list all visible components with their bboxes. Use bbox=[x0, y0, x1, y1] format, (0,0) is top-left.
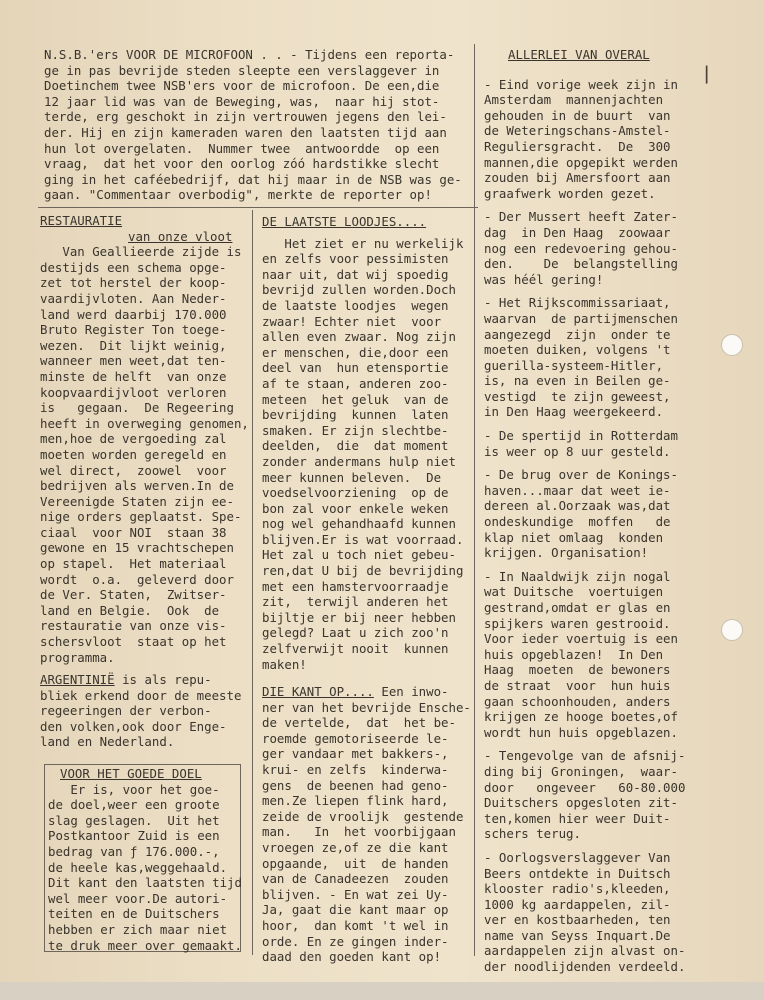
allerlei-item-line: ding bij Groningen, waar- bbox=[484, 763, 678, 779]
column-divider-left bbox=[252, 210, 253, 955]
restauratie-line: heeft in overweging genomen, bbox=[40, 415, 249, 431]
restauratie-line: zet tot herstel der koop- bbox=[40, 275, 227, 291]
restauratie-subtitle: van onze vloot bbox=[128, 228, 233, 244]
loodjes-line: er menschen, die,door een bbox=[262, 344, 449, 360]
allerlei-item-line: krijgen ze hooge boetes,of bbox=[484, 709, 678, 725]
allerlei-item-line: mannen,die opgepikt werden bbox=[484, 154, 678, 170]
kant-op-line: van de Canadeezen zouden bbox=[262, 871, 449, 887]
goede-doel-line: de doel,weer een groote bbox=[48, 797, 220, 813]
top-article-line: ge in pas bevrijde steden sleepte een verslaggever in bbox=[44, 62, 440, 78]
kant-op-line: krui- en zelfs kinderwa- bbox=[262, 761, 449, 777]
argentinie-line: land en Nederland. bbox=[40, 734, 175, 750]
allerlei-item-line: is weer op 8 uur gesteld. bbox=[484, 443, 671, 459]
kant-op-line: Ja, gaat die kant maar op bbox=[262, 902, 449, 918]
loodjes-line: en zelfs voor pessimisten bbox=[262, 251, 449, 267]
allerlei-item-line: wat Duitsche voertuigen bbox=[484, 584, 664, 600]
loodjes-line: nog wel gehandhaafd kunnen bbox=[262, 516, 456, 532]
argentinie-first-line: is als repu- bbox=[114, 672, 212, 687]
allerlei-item-line: der noodlijdenden verdeeld. bbox=[484, 959, 686, 975]
kant-op-line: blijven. - En wat zei Uy- bbox=[262, 886, 449, 902]
kant-op-line: vroegen ze,of ze die kant bbox=[262, 839, 449, 855]
restauratie-line: schersvloot staat op het bbox=[40, 634, 227, 650]
allerlei-item bbox=[484, 748, 714, 842]
allerlei-item-line: schers terug. bbox=[484, 826, 581, 842]
allerlei-item-line: den. De belangstelling bbox=[484, 256, 678, 272]
loodjes-line: meteen het geluk van de bbox=[262, 391, 449, 407]
top-article-line: terde, erg geschokt in zijn vertrouwen jegens den lei- bbox=[44, 109, 447, 125]
kant-op-line: men.Ze liepen flink hard, bbox=[262, 793, 449, 809]
argentinie-line: bliek erkend door de meeste bbox=[40, 687, 242, 703]
allerlei-item-line: dereen al.Oorzaak was,dat bbox=[484, 498, 671, 514]
restauratie-line: wel direct, zoowel voor bbox=[40, 462, 227, 478]
top-article-line: 12 jaar lid was van de Beweging, was, naar hij stot- bbox=[44, 93, 440, 109]
goede-doel-line: hebben er zich maar niet bbox=[48, 921, 228, 937]
allerlei-item-line: haven...maar dat weet ie- bbox=[484, 482, 671, 498]
allerlei-item-line: nog een redevoering gehou- bbox=[484, 240, 678, 256]
restauratie-line: land werd daarbij 170.000 bbox=[40, 306, 227, 322]
loodjes-line: maken! bbox=[262, 656, 307, 672]
loodjes-line: zelfverwijt nooit kunnen bbox=[262, 641, 449, 657]
loodjes-line: bevrijding kunnen laten bbox=[262, 407, 449, 423]
allerlei-item-line: gestrand,omdat er glas en bbox=[484, 600, 671, 615]
restauratie-line: Van Geallieerde zijde is bbox=[40, 244, 242, 260]
goede-doel-line: slag geslagen. Uit het bbox=[48, 812, 220, 828]
restauratie-line: men,hoe de vergoeding zal bbox=[40, 431, 227, 447]
allerlei-item-line: - In Naaldwijk zijn nogal bbox=[484, 568, 671, 584]
restauratie-line: minste de helft van onze bbox=[40, 368, 227, 384]
allerlei-item bbox=[484, 850, 714, 975]
loodjes-line: af te staan, anderen zoo- bbox=[262, 375, 449, 391]
argentinie-line: regeeringen der verbon- bbox=[40, 703, 212, 719]
margin-mark: ❘ bbox=[700, 62, 714, 87]
goede-doel-line: Er is, voor het goe- bbox=[48, 781, 220, 797]
punch-hole-upper bbox=[721, 334, 743, 356]
allerlei-item-line: ver en kostbaarheden, ten bbox=[484, 912, 671, 928]
loodjes-line: voedselvoorziening op de bbox=[262, 485, 449, 501]
goede-doel-line: Dit kant den laatsten tijd bbox=[48, 875, 242, 891]
allerlei-item-line: huis opgeblazen! In Den bbox=[484, 646, 664, 662]
allerlei-item-line: - De brug over de Konings- bbox=[484, 467, 678, 483]
argentinie-title: ARGENTINIË bbox=[40, 672, 115, 687]
restauratie-line: vaardijvloten. Aan Neder- bbox=[40, 290, 227, 306]
loodjes-line: de laatste loodjes wegen bbox=[262, 297, 449, 313]
loodjes-line: met een hamstervoorraadje bbox=[262, 578, 449, 594]
allerlei-item-line: klap niet omlaag konden bbox=[484, 529, 664, 545]
top-article-line: gaan. "Commentaar overbodig", merkte de reporter op! bbox=[44, 187, 432, 203]
restauratie-line: wezen. Dit lijkt weinig, bbox=[40, 337, 227, 353]
loodjes-article bbox=[262, 214, 468, 672]
kant-op-line: roemde gemotoriseerde le- bbox=[262, 730, 449, 746]
loodjes-line: smaken. Er zijn slechtbe- bbox=[262, 422, 449, 438]
restauratie-line: moeten worden geregeld en bbox=[40, 446, 227, 462]
loodjes-line: naar uit, dat wij spoedig bbox=[262, 266, 449, 282]
goede-doel-line: bedrag van ƒ 176.000.-, bbox=[48, 843, 220, 859]
kant-op-line: orde. En ze gingen inder- bbox=[262, 933, 449, 949]
restauratie-line: wanneer men weet,dat ten- bbox=[40, 353, 227, 369]
allerlei-item-line: - Tengevolge van de afsnij- bbox=[484, 748, 686, 764]
allerlei-item-line: de straat voor hun huis bbox=[484, 677, 671, 693]
allerlei-item bbox=[484, 295, 714, 420]
allerlei-item bbox=[484, 428, 714, 459]
loodjes-line: bon zal voor enkele weken bbox=[262, 500, 449, 516]
loodjes-line: Het ziet er nu werkelijk bbox=[262, 235, 464, 251]
restauratie-line: programma. bbox=[40, 649, 115, 665]
allerlei-item-line: moeten duiken, volgens 't bbox=[484, 342, 671, 358]
loodjes-line: zit, terwijl anderen het bbox=[262, 594, 449, 610]
allerlei-item-line: aardappelen zijn alvast on- bbox=[484, 943, 686, 959]
goede-doel-article bbox=[48, 766, 242, 953]
restauratie-line: nige orders geplaatst. Spe- bbox=[40, 509, 242, 525]
allerlei-item-line: ten,komen hier weer Duit- bbox=[484, 810, 671, 826]
kant-op-line: ner van het bevrijde Ensche- bbox=[262, 699, 471, 715]
kant-op-article bbox=[262, 684, 471, 965]
allerlei-item-line: de Weteringschans-Amstel- bbox=[484, 123, 671, 139]
top-article-line: N.S.B.'ers VOOR DE MICROFOON . . - Tijdens een reporta- bbox=[44, 47, 455, 62]
loodjes-line: deelden, die dat moment bbox=[262, 438, 449, 454]
allerlei-item-line: - Oorlogsverslaggever Van bbox=[484, 849, 671, 865]
restauratie-article bbox=[40, 213, 249, 665]
loodjes-line: blijven.Er is wat voorraad. bbox=[262, 531, 464, 547]
restauratie-title: RESTAURATIE bbox=[40, 213, 123, 228]
restauratie-line: land en Belgie. Ook de bbox=[40, 602, 220, 618]
restauratie-line: op stapel. Het materiaal bbox=[40, 556, 227, 572]
restauratie-line: ciaal voor NOI staan 38 bbox=[40, 524, 227, 540]
allerlei-item-line: dag in Den Haag zoowaar bbox=[484, 224, 671, 240]
kant-op-line: man. In het voorbijgaan bbox=[262, 824, 456, 840]
punch-hole-lower bbox=[721, 619, 743, 641]
allerlei-item-line: graafwerk worden gezet. bbox=[484, 185, 656, 201]
kant-op-title: DIE KANT OP.... bbox=[262, 684, 374, 699]
allerlei-item-line: klooster radio's,kleeden, bbox=[484, 881, 671, 897]
loodjes-line: bijltje er bij neer hebben bbox=[262, 609, 456, 625]
allerlei-item bbox=[484, 209, 714, 287]
kant-op-line: ger vandaar met bakkers-, bbox=[262, 746, 449, 762]
kant-op-line: hoor, dan komt 't wel in bbox=[262, 917, 449, 933]
allerlei-item-line: waarvan de partijmenschen bbox=[484, 310, 678, 326]
goede-doel-body bbox=[48, 781, 242, 954]
allerlei-item-line: door ongeveer 60-80.000 bbox=[484, 779, 686, 795]
allerlei-item bbox=[484, 569, 714, 741]
allerlei-item-line: - Het Rijkscommissariaat, bbox=[484, 295, 671, 311]
restauratie-line: is gegaan. De Regeering bbox=[40, 400, 234, 416]
restauratie-line: wordt o.a. geleverd door bbox=[40, 571, 234, 587]
allerlei-item-line: name van Seyss Inquart.De bbox=[484, 927, 671, 943]
allerlei-item-line: gehouden in de buurt van bbox=[484, 107, 671, 123]
loodjes-line: meer kunnen beleven. De bbox=[262, 469, 442, 485]
goede-doel-line: te druk meer over gemaakt. bbox=[48, 937, 242, 953]
allerlei-body bbox=[484, 77, 714, 975]
loodjes-line: gelegd? Laat u zich zoo'n bbox=[262, 625, 449, 641]
allerlei-item-line: Reguliersgracht. De 300 bbox=[484, 138, 671, 154]
kant-op-line: de vertelde, dat het be- bbox=[262, 715, 456, 731]
goede-doel-line: de heele kas,weggehaald. bbox=[48, 859, 228, 875]
goede-doel-title: VOOR HET GOEDE DOEL bbox=[60, 766, 202, 781]
kant-op-line: gens de beenen had geno- bbox=[262, 777, 449, 793]
restauratie-body bbox=[40, 244, 249, 665]
argentinie-body bbox=[40, 688, 246, 750]
allerlei-item-line: - Eind vorige week zijn in bbox=[484, 76, 678, 92]
restauratie-line: bedrijven als werven.In de bbox=[40, 478, 234, 494]
allerlei-item-line: spijkers waren gestrooid. bbox=[484, 615, 671, 631]
loodjes-title: DE LAATSTE LOODJES.... bbox=[262, 214, 427, 229]
allerlei-item-line: in Den Haag weergekeerd. bbox=[484, 404, 664, 420]
column-divider-right bbox=[474, 44, 475, 956]
allerlei-item-line: guerilla-systeem-Hitler, bbox=[484, 357, 664, 373]
loodjes-line: deel van hun etensportie bbox=[262, 360, 449, 376]
top-article-line: vraag, dat het voor den oorlog zóó hardstikke slecht bbox=[44, 156, 440, 172]
allerlei-item-line: wordt hun huis opgeblazen. bbox=[484, 724, 678, 740]
argentinie-article bbox=[40, 672, 246, 750]
allerlei-item-line: gaan schoonhouden, anders bbox=[484, 693, 671, 709]
kant-op-line: opgaande, uit de handen bbox=[262, 855, 449, 871]
allerlei-item-line: - De spertijd in Rotterdam bbox=[484, 428, 678, 444]
allerlei-item-line: zouden bij Amersfoort aan bbox=[484, 170, 671, 186]
allerlei-title: ALLERLEI VAN OVERAL bbox=[508, 47, 650, 62]
loodjes-line: Het zal u toch niet gebeu- bbox=[262, 547, 456, 563]
allerlei-item bbox=[484, 77, 714, 202]
restauratie-line: Bruto Register Ton toege- bbox=[40, 322, 227, 338]
argentinie-line: den volken,ook door Enge- bbox=[40, 718, 227, 734]
top-article-line: hun lot overgelaten. Nummer twee antwoordde op een bbox=[44, 140, 440, 156]
goede-doel-line: Postkantoor Zuid is een bbox=[48, 828, 220, 844]
allerlei-item-line: Beers ontdekte in Duitsch bbox=[484, 865, 671, 881]
kant-op-line: daad den goeden kant op! bbox=[262, 949, 442, 965]
allerlei-item-line: 1000 kg aardappelen, zil- bbox=[484, 896, 671, 912]
loodjes-line: bevrijd zullen worden.Doch bbox=[262, 282, 456, 298]
loodjes-line: zwaar! Echter niet voor bbox=[262, 313, 442, 329]
allerlei-item-line: Duitschers opgesloten zit- bbox=[484, 795, 678, 811]
kant-op-line: zeide de vroolijk gestende bbox=[262, 808, 464, 824]
allerlei-item-line: Voor ieder voertuig is een bbox=[484, 631, 678, 647]
restauratie-line: gewone en 15 vrachtschepen bbox=[40, 540, 234, 556]
restauratie-line: destijds een schema opge- bbox=[40, 259, 227, 275]
top-article-line: ging in het caféebedrijf, dat hij maar in de NSB was ge- bbox=[44, 171, 462, 187]
top-article bbox=[44, 47, 468, 203]
allerlei-item-line: was héél gering! bbox=[484, 271, 604, 287]
top-article-rule bbox=[38, 207, 478, 208]
top-article-line: der. Hij en zijn kameraden waren den laatsten tijd aan bbox=[44, 124, 447, 140]
restauratie-line: de Ver. Staten, Zwitser- bbox=[40, 587, 227, 603]
allerlei-item-line: is, na even in Beilen ge- bbox=[484, 373, 671, 389]
allerlei-item-line: krijgen. Organisation! bbox=[484, 545, 649, 561]
loodjes-line: allen even zwaar. Nog zijn bbox=[262, 329, 456, 345]
allerlei-item-line: Haag moeten de bewoners bbox=[484, 662, 671, 678]
goede-doel-line: wel meer voor.De autori- bbox=[48, 890, 228, 906]
scan-bottom-strip bbox=[0, 982, 764, 1000]
allerlei-item-line: vestigd te zijn geweest, bbox=[484, 388, 671, 404]
restauratie-line: koopvaardijvloot verloren bbox=[40, 384, 227, 400]
kant-op-first-line: Een inwo- bbox=[373, 684, 449, 699]
restauratie-line: restauratie van onze vis- bbox=[40, 618, 227, 634]
allerlei-item-line: - Der Mussert heeft Zater- bbox=[484, 209, 678, 225]
restauratie-line: Vereenigde Staten zijn ee- bbox=[40, 493, 234, 509]
allerlei-item-line: Amsterdam mannenjachten bbox=[484, 92, 664, 108]
loodjes-body bbox=[262, 236, 468, 673]
allerlei-column bbox=[484, 47, 714, 983]
allerlei-item-line: aangezegd zijn onder te bbox=[484, 326, 671, 342]
top-article-line: Doetinchem twee NSB'ers voor de microfoon. De een,die bbox=[44, 78, 440, 94]
goede-doel-line: teiten en de Duitschers bbox=[48, 906, 220, 922]
allerlei-item-line: ondeskundige moffen de bbox=[484, 514, 671, 530]
loodjes-line: ren,dat U bij de bevrijding bbox=[262, 563, 464, 579]
loodjes-line: zonder andermans hulp niet bbox=[262, 453, 456, 469]
allerlei-item bbox=[484, 467, 714, 561]
kant-op-body bbox=[262, 699, 471, 965]
